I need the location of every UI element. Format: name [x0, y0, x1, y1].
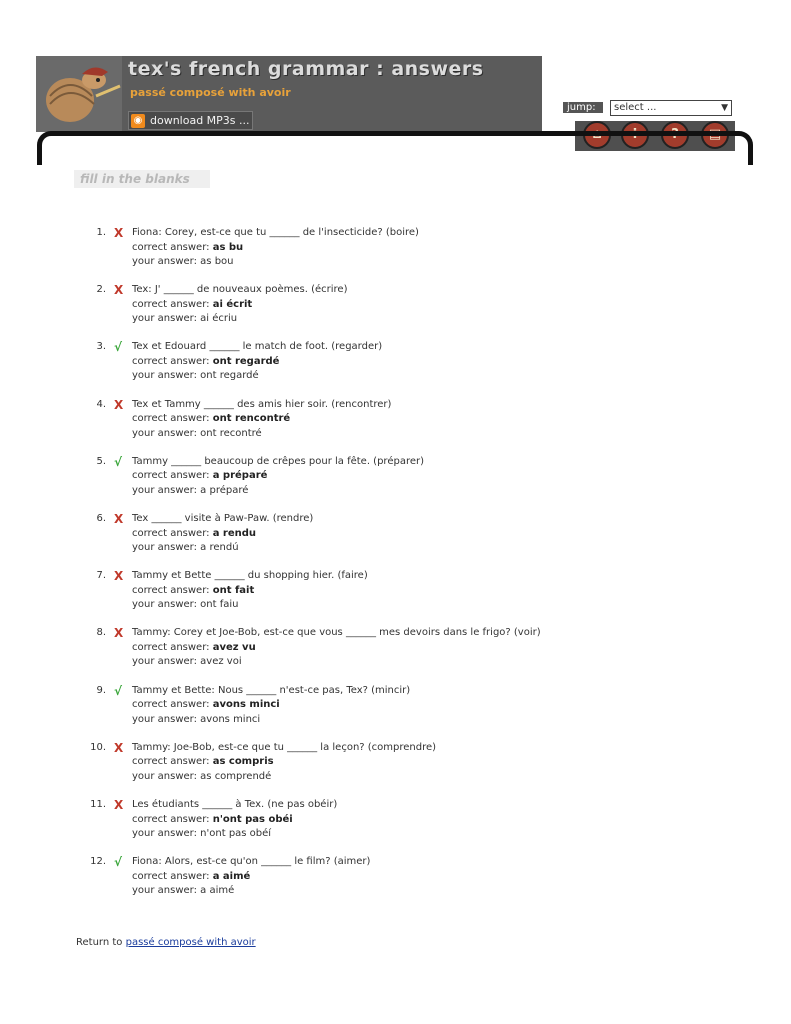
content-frame: [37, 131, 753, 165]
question-prompt: Tammy: Joe-Bob, est-ce que tu ______ la leçon? (comprendre): [132, 741, 437, 753]
correct-answer-line: [132, 527, 676, 542]
correct-answer-label: correct answer:: [132, 756, 210, 768]
your-answer: a rendú: [200, 542, 239, 553]
question-number: 10.: [90, 741, 106, 753]
question-item: [76, 741, 676, 785]
your-answer-label: your answer:: [132, 656, 197, 668]
your-answer-line: [132, 655, 676, 670]
question-item: [76, 455, 676, 499]
your-answer: ont recontré: [200, 427, 262, 439]
cross-icon: X: [114, 512, 124, 526]
your-answer-line: [132, 369, 676, 384]
cross-icon: X: [114, 397, 124, 412]
section-label: fill in the blanks: [74, 170, 210, 188]
question-item: [76, 855, 676, 899]
question-prompt: Tex et Tammy ______ des amis hier soir. (rencontrer): [132, 398, 392, 410]
your-answer: ai écriu: [200, 313, 238, 325]
check-icon: √: [114, 454, 123, 469]
correct-answer: ont fait: [212, 584, 255, 596]
cross-icon: X: [114, 798, 124, 812]
jump-select-value: select ...: [614, 102, 657, 113]
help-icon[interactable]: ?: [661, 121, 689, 149]
question-item: [76, 569, 676, 613]
footer-prefix: Return to: [76, 937, 126, 948]
question-number: 11.: [90, 799, 106, 810]
correct-answer: ont rencontré: [212, 413, 291, 425]
question-number: 12.: [90, 856, 106, 868]
cross-icon: X: [114, 740, 124, 755]
your-answer-line: [132, 484, 676, 499]
correct-answer: ai écrit: [212, 298, 253, 310]
correct-answer-line: [132, 698, 676, 713]
your-answer-label: your answer:: [132, 885, 197, 897]
correct-answer: avons minci: [212, 699, 280, 711]
correct-answer-label: correct answer:: [132, 241, 210, 253]
question-number: 5.: [96, 455, 106, 467]
question-prompt: Tammy et Bette: Nous ______ n'est-ce pas, Tex? (mincir): [132, 684, 411, 696]
your-answer-line: [132, 312, 676, 327]
armadillo-logo: [36, 56, 122, 132]
question-number: 7.: [96, 570, 106, 582]
correct-answer: avez vu: [212, 641, 256, 653]
your-answer-label: your answer:: [132, 599, 197, 611]
correct-answer: as bu: [212, 241, 244, 253]
correct-answer-label: correct answer:: [132, 470, 210, 482]
question-item: [76, 340, 676, 384]
question-number: 9.: [96, 684, 106, 696]
info-icon[interactable]: i: [621, 121, 649, 149]
question-prompt: Tammy: Corey et Joe-Bob, est-ce que vous ______ mes devoirs dans le frigo? (voir): [132, 627, 541, 639]
your-answer: ont faiu: [200, 599, 239, 611]
your-answer-line: [132, 713, 676, 728]
question-number: 6.: [96, 513, 106, 524]
return-link[interactable]: passé composé with avoir: [125, 937, 256, 948]
question-prompt: Fiona: Corey, est-ce que tu ______ de l'insecticide? (boire): [132, 227, 419, 238]
your-answer-line: [132, 827, 676, 842]
your-answer-label: your answer:: [132, 770, 197, 782]
correct-answer-label: correct answer:: [132, 355, 210, 367]
jump-label: jump:: [563, 102, 603, 113]
correct-answer-line: [132, 641, 676, 656]
your-answer: avez voi: [200, 656, 242, 668]
correct-answer: ont regardé: [212, 355, 280, 367]
your-answer-line: [132, 770, 676, 785]
your-answer-line: [132, 598, 676, 613]
correct-answer-label: correct answer:: [132, 527, 210, 539]
correct-answer-label: correct answer:: [132, 584, 210, 596]
your-answer-line: [132, 427, 676, 442]
check-icon: √: [114, 855, 123, 870]
question-prompt: Tex: J' ______ de nouveaux poèmes. (écrire): [132, 284, 348, 296]
correct-answer: a rendu: [212, 527, 257, 539]
question-number: 8.: [96, 627, 106, 639]
your-answer-label: your answer:: [132, 542, 197, 553]
your-answer: a préparé: [200, 484, 249, 496]
page-subtitle: passé composé with avoir: [130, 86, 291, 99]
question-item: [76, 283, 676, 327]
your-answer-label: your answer:: [132, 427, 197, 439]
correct-answer-label: correct answer:: [132, 870, 210, 882]
your-answer-label: your answer:: [132, 828, 197, 839]
correct-answer-label: correct answer:: [132, 699, 210, 711]
your-answer-label: your answer:: [132, 370, 197, 382]
download-mp3-label: download MP3s ...: [150, 114, 250, 127]
question-number: 4.: [96, 398, 106, 410]
question-item: [76, 798, 676, 842]
home-icon[interactable]: ⌂: [583, 121, 611, 149]
correct-answer-line: [132, 870, 676, 885]
correct-answer-line: [132, 355, 676, 370]
question-prompt: Tammy ______ beaucoup de crêpes pour la fête. (préparer): [132, 455, 425, 467]
correct-answer: a préparé: [212, 470, 268, 482]
correct-answer-line: [132, 813, 676, 828]
correct-answer-label: correct answer:: [132, 413, 210, 425]
your-answer: ont regardé: [200, 370, 259, 382]
question-item: [76, 626, 676, 670]
your-answer: avons minci: [200, 713, 261, 725]
question-number: 1.: [96, 227, 106, 238]
page-title: tex's french grammar : answers: [128, 58, 484, 80]
your-answer-label: your answer:: [132, 313, 197, 325]
question-item: [76, 684, 676, 728]
question-item: [76, 512, 676, 556]
question-item: [76, 398, 676, 442]
question-prompt: Les étudiants ______ à Tex. (ne pas obéir): [132, 799, 338, 810]
rss-icon: ◉: [131, 114, 145, 128]
question-prompt: Fiona: Alors, est-ce qu'on ______ le film? (aimer): [132, 856, 371, 868]
check-icon: √: [114, 340, 123, 355]
your-answer: n'ont pas obéí: [200, 828, 272, 839]
question-prompt: Tex et Edouard ______ le match de foot. (regarder): [132, 341, 383, 353]
question-number: 2.: [96, 284, 106, 296]
footer-return: [76, 937, 256, 948]
cross-icon: X: [114, 283, 124, 298]
cross-icon: X: [114, 626, 124, 641]
correct-answer: a aimé: [212, 870, 251, 882]
chevron-down-icon: ▼: [721, 103, 728, 113]
cross-icon: X: [114, 226, 124, 240]
your-answer-label: your answer:: [132, 256, 197, 267]
correct-answer-label: correct answer:: [132, 813, 210, 825]
cross-icon: X: [114, 569, 124, 584]
your-answer: as comprendé: [200, 770, 272, 782]
your-answer-label: your answer:: [132, 713, 197, 725]
your-answer-label: your answer:: [132, 484, 197, 496]
question-item: [76, 226, 676, 270]
your-answer: a aimé: [200, 885, 235, 897]
correct-answer-label: correct answer:: [132, 298, 210, 310]
correct-answer-line: [132, 241, 676, 256]
your-answer-line: [132, 884, 676, 899]
correct-answer-line: [132, 755, 676, 770]
correct-answer: as compris: [212, 756, 274, 768]
question-prompt: Tammy et Bette ______ du shopping hier. (faire): [132, 570, 368, 582]
correct-answer-line: [132, 298, 676, 313]
your-answer-line: [132, 541, 676, 556]
question-number: 3.: [96, 341, 106, 353]
your-answer: as bou: [200, 256, 234, 267]
correct-answer-line: [132, 469, 676, 484]
your-answer-line: [132, 255, 676, 270]
check-icon: √: [114, 683, 123, 698]
jump-select[interactable]: [610, 100, 732, 116]
correct-answer-line: [132, 584, 676, 599]
print-icon[interactable]: ▤: [701, 121, 729, 149]
question-prompt: Tex ______ visite à Paw-Paw. (rendre): [132, 513, 314, 524]
correct-answer-label: correct answer:: [132, 641, 210, 653]
download-mp3-button[interactable]: [128, 111, 253, 130]
correct-answer-line: [132, 412, 676, 427]
correct-answer: n'ont pas obéi: [212, 813, 293, 825]
